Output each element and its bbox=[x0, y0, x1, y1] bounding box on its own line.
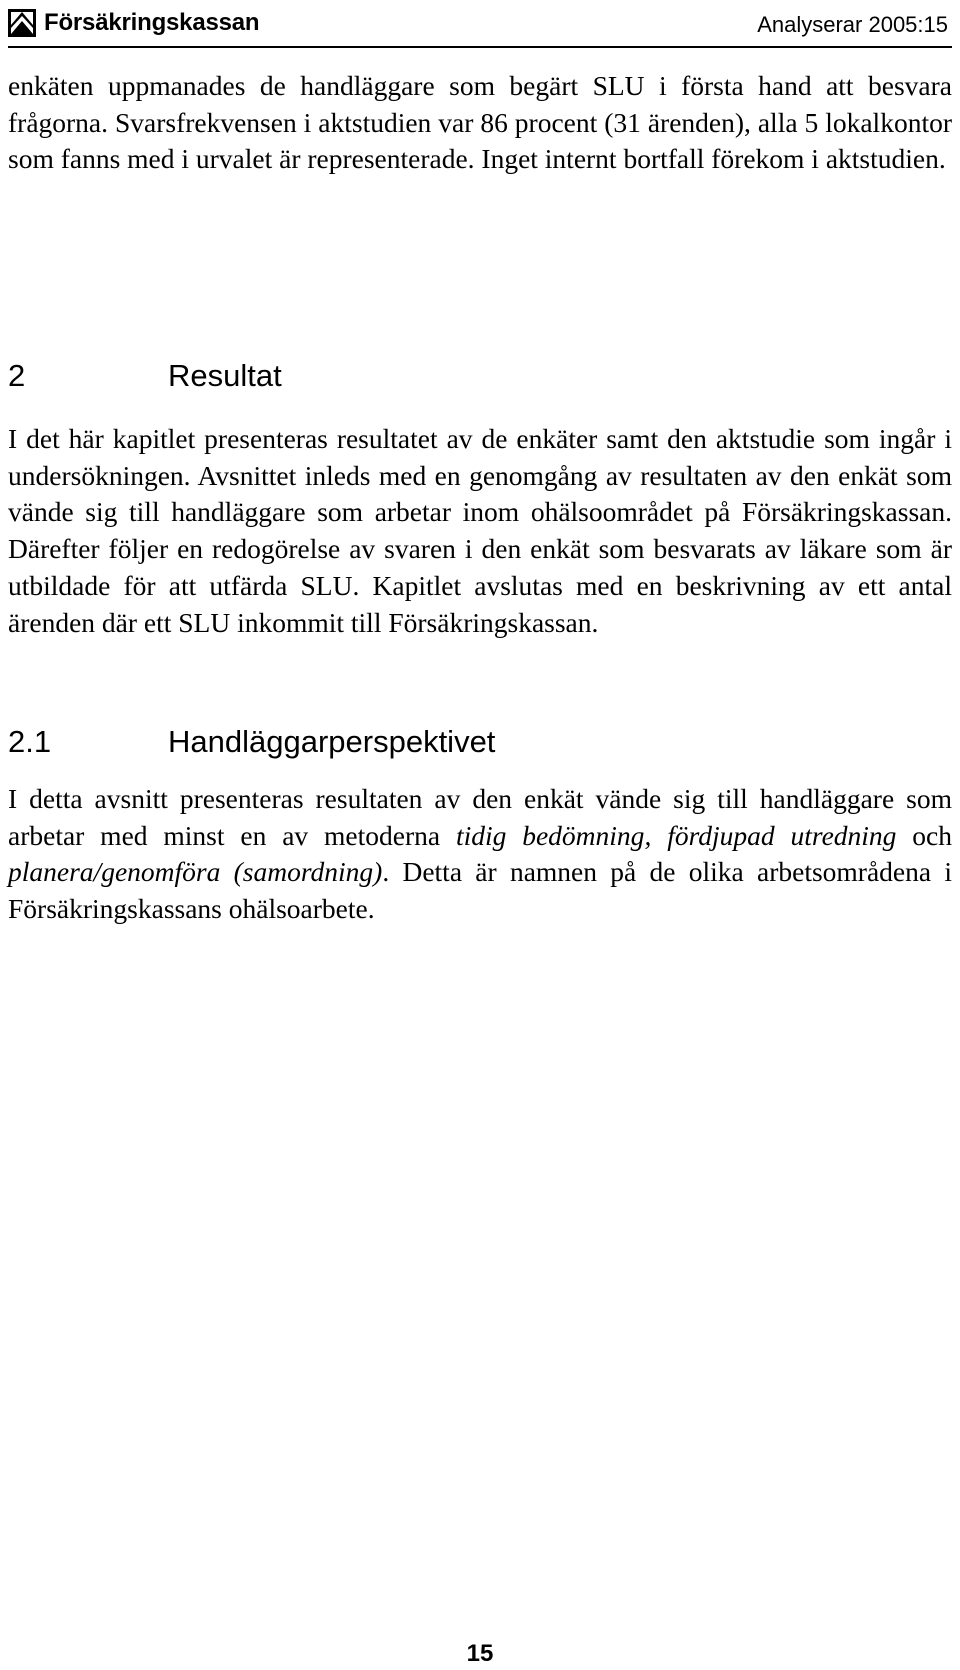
page-number: 15 bbox=[466, 1640, 494, 1667]
subsection-number: 2.1 bbox=[8, 724, 52, 759]
text-run: , bbox=[644, 819, 668, 851]
forsakringskassan-logo-icon bbox=[8, 9, 36, 37]
subsection-heading bbox=[8, 724, 495, 760]
text-run: . Detta är namnen på de olika arbetsområdena i Försäkringskassans ohälsoarbete. bbox=[8, 856, 952, 925]
text-run: I detta avsnitt presenteras resultaten av den enkät vände sig till handläggare som arbetar med minst en av metoderna bbox=[8, 783, 952, 851]
intro-paragraph: enkäten uppmanades de handläggare som begärt SLU i första hand att besvara frågorna. Svarsfrekvensen i aktstudien var 86 procent (31 ärenden), alla 5 lokalkontor som fanns med i urvalet är representerade. Inget internt bortfall förekom i aktstudien. bbox=[8, 70, 952, 175]
section-title: Resultat bbox=[168, 358, 282, 393]
method-term: fördjupad utredning bbox=[667, 819, 897, 851]
method-term: planera/genomföra (samordning) bbox=[8, 856, 383, 888]
subsection-title: Handläggarperspektivet bbox=[168, 724, 496, 759]
text-run: och bbox=[896, 819, 953, 851]
brand-logo bbox=[8, 8, 259, 38]
subsection-paragraph bbox=[8, 781, 952, 928]
document-reference: Analyserar 2005:15 bbox=[757, 12, 948, 37]
page-header bbox=[8, 6, 952, 48]
section-number: 2 bbox=[8, 358, 26, 393]
section-heading bbox=[8, 358, 282, 394]
brand-name: Försäkringskassan bbox=[44, 9, 260, 36]
method-term: tidig bedömning bbox=[455, 819, 645, 851]
section-paragraph: I det här kapitlet presenteras resultatet av de enkäter samt den aktstudie som ingår i undersökningen. Avsnittet inleds med en genomgång av resultaten av den enkät som vände sig till handläggare som arbetar inom ohälsoområdet på Försäkringskassan. Därefter följer en redogörelse av svaren i den enkät som besvarats av läkare som är utbildade för att utfärda SLU. Kapitlet avslutas med en beskrivning av ett antal ärenden där ett SLU inkommit till Försäkringskassan. bbox=[8, 423, 952, 638]
